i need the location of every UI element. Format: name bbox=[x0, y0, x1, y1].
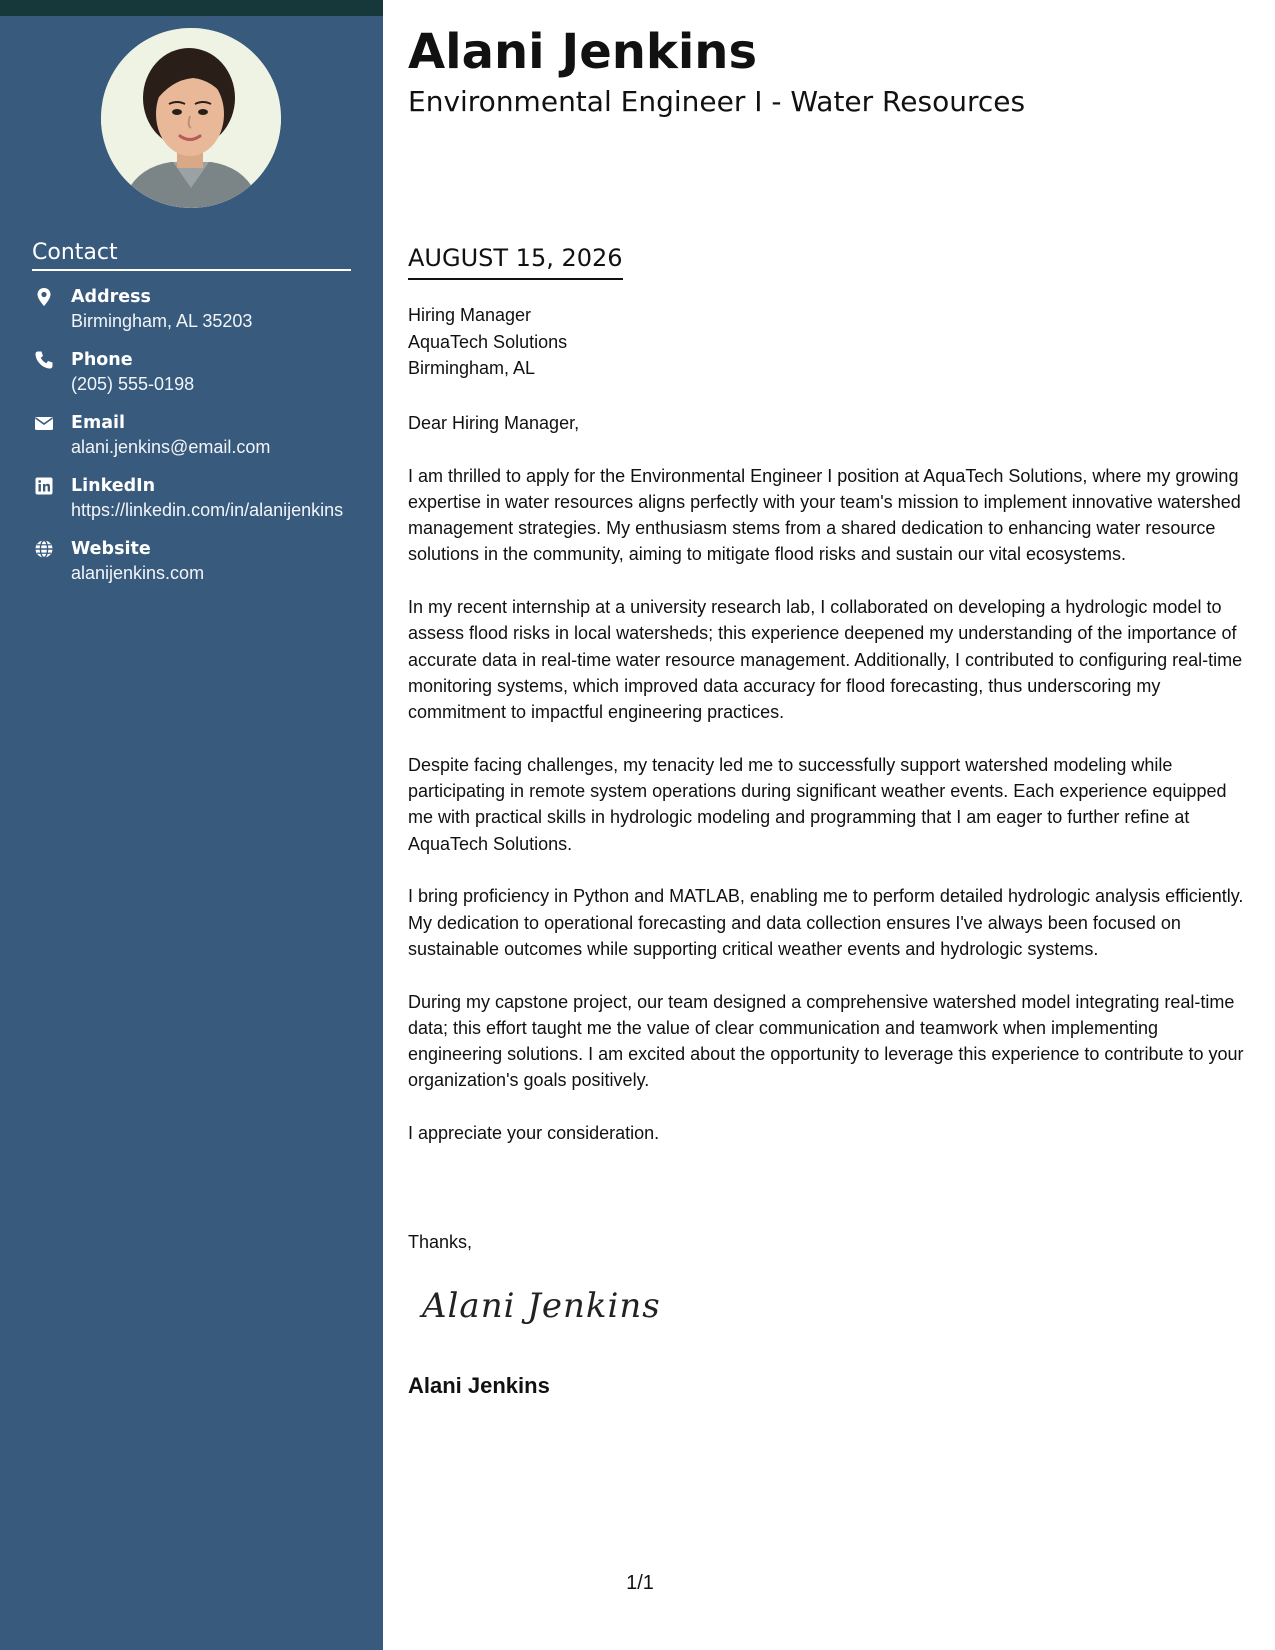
salutation: Dear Hiring Manager, bbox=[408, 413, 580, 433]
contact-heading: Contact bbox=[32, 240, 351, 271]
contact-value: (205) 555-0198 bbox=[71, 374, 195, 394]
envelope-icon bbox=[34, 413, 54, 433]
letter-paragraph: I appreciate your consideration. bbox=[408, 1123, 660, 1144]
phone-icon bbox=[34, 350, 54, 370]
signature: Alani Jenkins bbox=[422, 1286, 661, 1326]
contact-label: Website bbox=[71, 539, 151, 559]
signoff-name: Alani Jenkins bbox=[408, 1373, 550, 1398]
sidebar-top-bar bbox=[0, 0, 383, 16]
sidebar bbox=[0, 0, 383, 1650]
closing: Thanks, bbox=[408, 1232, 473, 1252]
applicant-title: Environmental Engineer I - Water Resources bbox=[408, 85, 1026, 118]
contact-email bbox=[32, 411, 354, 460]
contact-label: LinkedIn bbox=[71, 476, 156, 496]
location-pin-icon bbox=[34, 287, 54, 307]
contact-list bbox=[32, 285, 354, 600]
letter-paragraph: During my capstone project, our team designed a comprehensive watershed model integrating real-time data; this effort taught me the value of clear communication and teamwork when implementing engineering solutions. I am excited about the opportunity to leverage this experience to contribute to your organization's goals positively. bbox=[408, 991, 1244, 1091]
applicant-name: Alani Jenkins bbox=[408, 24, 758, 80]
contact-website bbox=[32, 537, 354, 586]
contact-value: Birmingham, AL 35203 bbox=[71, 311, 253, 331]
letter-paragraph: In my recent internship at a university research lab, I collaborated on developing a hydrologic model to assess flood risks in local watersheds; this experience deepened my understanding of the importance of accurate data in real-time water resource management. Additionally, I contributed to configuring real-time monitoring systems, which improved data accuracy for flood forecasting, thus underscoring my commitment to impactful engineering practices. bbox=[408, 597, 1243, 723]
page-number: 1/1 bbox=[626, 1572, 654, 1594]
profile-photo bbox=[101, 28, 281, 208]
recipient-line: AquaTech Solutions bbox=[408, 331, 568, 352]
recipient-line: Birmingham, AL bbox=[408, 358, 536, 378]
letter-paragraph: Despite facing challenges, my tenacity led me to successfully support watershed modeling while participating in remote system operations during significant weather events. Each experience equipped me with practical skills in hydrologic modeling and programming that I am eager to further refine at AquaTech Solutions. bbox=[408, 754, 1227, 854]
linkedin-link[interactable]: https://linkedin.com/in/alanijenkins bbox=[71, 500, 344, 520]
contact-value: alani.jenkins@email.com bbox=[71, 437, 271, 457]
letter-paragraph: I am thrilled to apply for the Environmental Engineer I position at AquaTech Solutions, where my growing expertise in water resources aligns perfectly with your team's mission to implement innovative watershed management strategies. My enthusiasm stems from a shared dedication to enhancing water resource solutions in the community, aiming to mitigate flood risks and sustain our vital ecosystems. bbox=[408, 465, 1241, 565]
contact-label: Phone bbox=[71, 350, 133, 370]
contact-label: Address bbox=[71, 287, 151, 307]
letter-text bbox=[408, 410, 1248, 1173]
contact-address bbox=[32, 285, 354, 334]
letter-paragraph: I bring proficiency in Python and MATLAB, enabling me to perform detailed hydrologic analysis efficiently. My dedication to operational forecasting and data collection ensures I've always been focused on sustainable outcomes while supporting critical weather events and hydrologic systems. bbox=[408, 886, 1244, 959]
contact-label: Email bbox=[71, 413, 125, 433]
contact-linkedin bbox=[32, 474, 354, 523]
linkedin-icon bbox=[34, 476, 54, 496]
recipient-block bbox=[408, 302, 567, 382]
globe-icon bbox=[34, 539, 54, 559]
contact-phone bbox=[32, 348, 354, 397]
website-link[interactable]: alanijenkins.com bbox=[71, 563, 205, 583]
recipient-line: Hiring Manager bbox=[408, 305, 532, 325]
letter-date: AUGUST 15, 2026 bbox=[408, 242, 623, 280]
